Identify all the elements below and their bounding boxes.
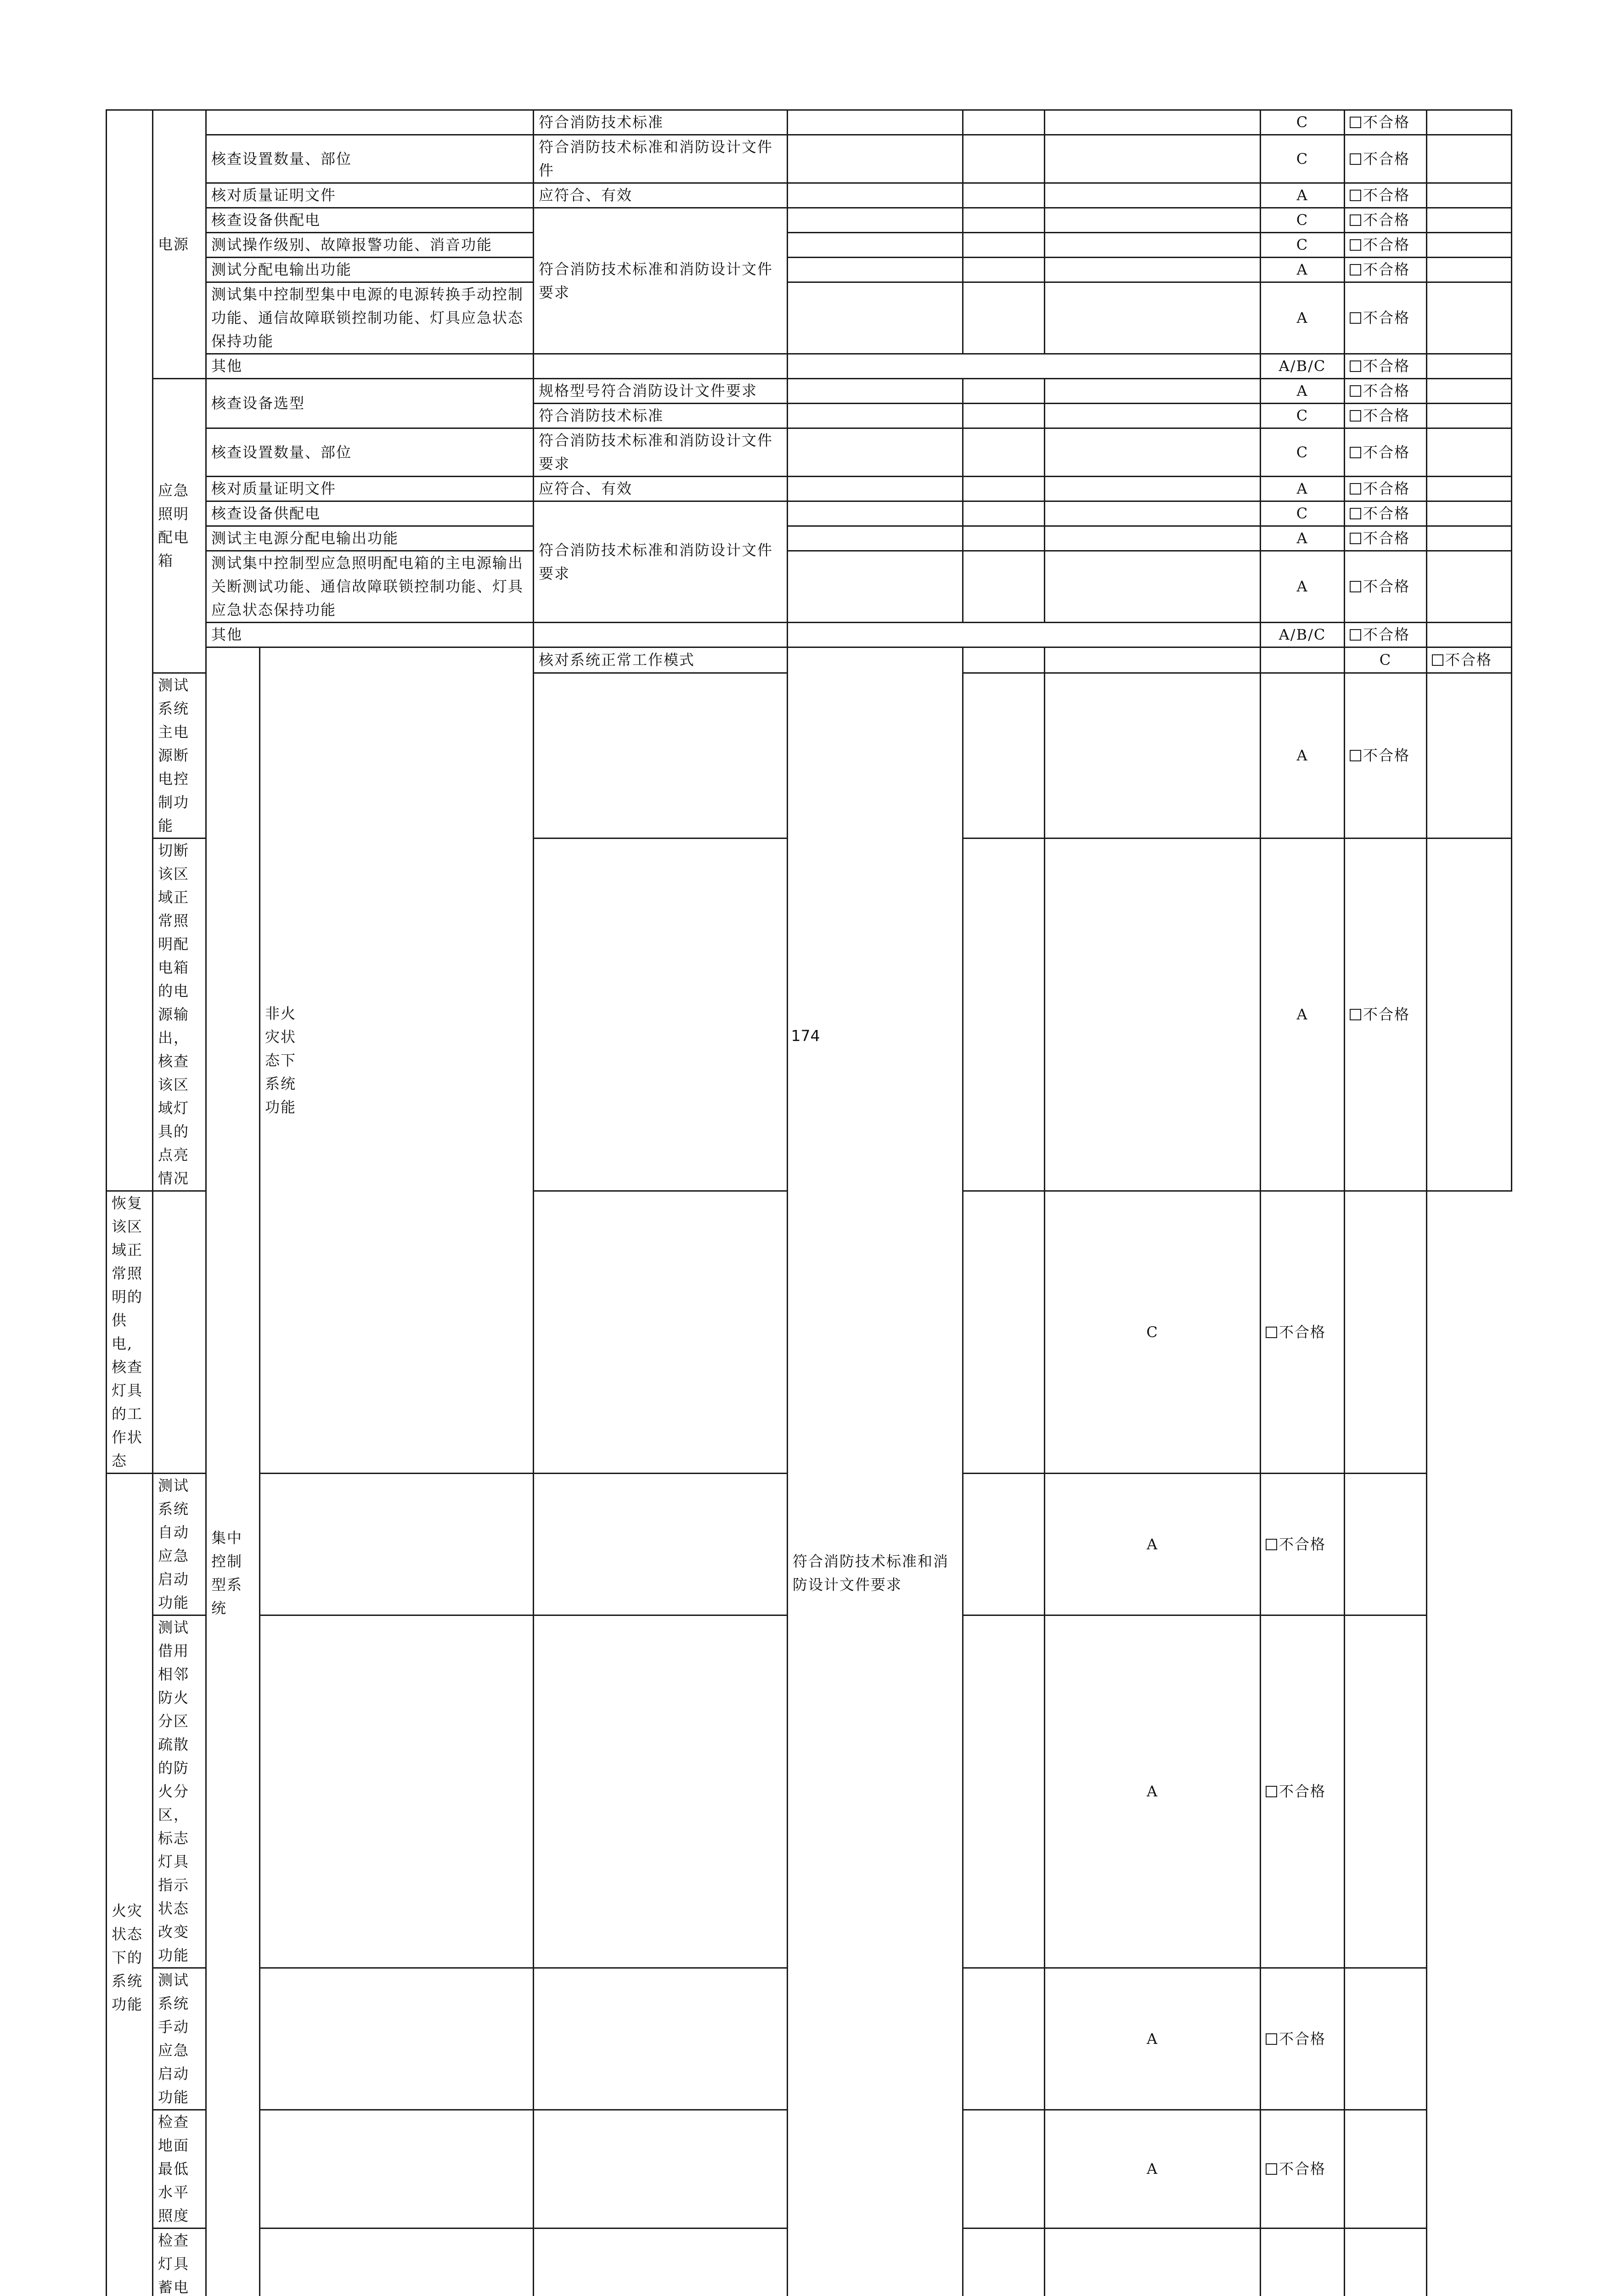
item-cell: 测试操作级别、故障报警功能、消音功能 xyxy=(206,233,534,258)
result-blank xyxy=(534,1191,788,1474)
result-blank xyxy=(260,1968,534,2110)
result-blank xyxy=(260,1474,534,1615)
result-blank xyxy=(963,1191,1045,1474)
item-cell xyxy=(206,110,534,135)
grade-cell: A xyxy=(1261,258,1345,282)
table-row xyxy=(107,551,1512,623)
grade-cell xyxy=(1045,2228,1261,2296)
result-blank xyxy=(788,428,963,477)
fail-checkbox-cell[interactable] xyxy=(1345,208,1427,233)
item-cell: 测试集中控制型集中电源的电源转换手动控制功能、通信故障联锁控制功能、灯具应急状态保持功能 xyxy=(206,282,534,354)
result-blank xyxy=(1045,379,1261,404)
checkbox-icon[interactable] xyxy=(1350,1009,1361,1020)
checkbox-icon[interactable] xyxy=(1350,214,1361,226)
remark-cell xyxy=(1345,2110,1427,2228)
result-blank xyxy=(963,379,1045,404)
checkbox-icon[interactable] xyxy=(1266,2163,1277,2175)
remark-cell xyxy=(1427,838,1512,1191)
fail-label: 不合格 xyxy=(1279,1536,1326,1553)
result-blank xyxy=(963,551,1045,623)
fail-label: 不合格 xyxy=(1363,626,1410,643)
remark-cell xyxy=(1427,354,1512,379)
fail-label: 不合格 xyxy=(1363,113,1410,131)
remark-cell xyxy=(1427,282,1512,354)
remark-cell xyxy=(1427,208,1512,233)
requirement-cell: 应符合、有效 xyxy=(534,183,788,208)
result-blank xyxy=(788,526,963,551)
result-blank xyxy=(963,2228,1045,2296)
remark-cell xyxy=(1427,501,1512,526)
result-blank xyxy=(788,379,963,404)
checkbox-icon[interactable] xyxy=(1350,750,1361,761)
result-blank xyxy=(963,1615,1045,1968)
checkbox-icon[interactable] xyxy=(1350,153,1361,165)
table-row xyxy=(107,647,1512,673)
result-blank xyxy=(963,647,1045,673)
fail-label: 不合格 xyxy=(1363,309,1410,326)
grade-cell: A xyxy=(1261,838,1345,1191)
fail-checkbox-cell[interactable] xyxy=(1345,110,1427,135)
grade-cell: A xyxy=(1045,1615,1261,1968)
fail-checkbox-cell[interactable] xyxy=(1345,258,1427,282)
remark-cell xyxy=(1427,526,1512,551)
fail-label: 不合格 xyxy=(1363,1006,1410,1023)
table-row xyxy=(107,258,1512,282)
grade-cell: A xyxy=(1261,282,1345,354)
checkbox-icon[interactable] xyxy=(1350,447,1361,458)
checkbox-icon[interactable] xyxy=(1350,533,1361,544)
result-blank xyxy=(1045,404,1261,428)
result-blank xyxy=(788,135,963,183)
result-blank xyxy=(1045,477,1261,501)
result-blank xyxy=(963,233,1045,258)
fail-checkbox-cell[interactable] xyxy=(1345,526,1427,551)
grade-cell: C xyxy=(1261,501,1345,526)
checkbox-icon[interactable] xyxy=(1350,264,1361,276)
result-blank xyxy=(534,838,788,1191)
result-blank xyxy=(788,354,1261,379)
grade-cell: A xyxy=(1261,379,1345,404)
remark-cell xyxy=(1427,135,1512,183)
fail-checkbox-cell[interactable] xyxy=(1345,233,1427,258)
grade-cell: A/B/C xyxy=(1261,623,1345,647)
requirement-cell: 规格型号符合消防设计文件要求 xyxy=(534,379,788,404)
fail-label: 不合格 xyxy=(1363,578,1410,595)
checkbox-icon[interactable] xyxy=(1350,312,1361,324)
result-blank xyxy=(788,404,963,428)
result-blank xyxy=(260,2110,534,2228)
grade-cell: C xyxy=(1261,110,1345,135)
fail-label: 不合格 xyxy=(1363,357,1410,375)
fail-checkbox-cell[interactable] xyxy=(1345,551,1427,623)
fail-label: 不合格 xyxy=(1363,505,1410,522)
result-blank xyxy=(963,838,1045,1191)
grade-cell: C xyxy=(1345,647,1427,673)
remark-cell xyxy=(1345,1191,1427,1474)
checkbox-icon[interactable] xyxy=(1266,2033,1277,2045)
item-cell: 检查地面最低水平照度 xyxy=(153,2110,206,2228)
result-blank xyxy=(1045,183,1261,208)
table-row xyxy=(107,110,1512,135)
grade-cell: C xyxy=(1261,135,1345,183)
checkbox-icon[interactable] xyxy=(1266,1327,1277,1338)
item-cell: 核对质量证明文件 xyxy=(206,183,534,208)
fail-label: 不合格 xyxy=(1279,2160,1326,2178)
result-blank xyxy=(1261,647,1345,673)
fail-label: 不合格 xyxy=(1445,651,1492,669)
fail-checkbox-cell[interactable] xyxy=(1345,428,1427,477)
remark-cell xyxy=(1427,379,1512,404)
result-blank xyxy=(1045,647,1261,673)
item-cell: 测试系统手动应急启动功能 xyxy=(153,1968,206,2110)
item-cell: 测试主电源分配电输出功能 xyxy=(206,526,534,551)
table-row xyxy=(107,354,1512,379)
item-cell: 核查设备选型 xyxy=(206,379,534,428)
fail-label: 不合格 xyxy=(1279,1323,1326,1341)
grade-cell: A xyxy=(1261,477,1345,501)
result-blank xyxy=(1045,428,1261,477)
remark-cell xyxy=(1427,673,1512,838)
fail-checkbox-cell[interactable] xyxy=(1345,183,1427,208)
grade-cell: A xyxy=(1261,551,1345,623)
item-cell: 切断该区域正常照明配电箱的电源输出，核查该区域灯具的点亮情况 xyxy=(153,838,206,1191)
result-blank xyxy=(1045,208,1261,233)
table-row xyxy=(107,135,1512,183)
item-cell: 测试借用相邻防火分区疏散的防火分区，标志灯具指示状态改变功能 xyxy=(153,1615,206,1968)
fail-label: 不合格 xyxy=(1363,407,1410,424)
grade-cell: A xyxy=(1045,1968,1261,2110)
checkbox-icon[interactable] xyxy=(1266,1539,1277,1550)
fail-checkbox-cell[interactable] xyxy=(1345,838,1427,1191)
item-cell: 恢复该区域正常照明的供电,核查灯具的工作状态 xyxy=(107,1191,153,1474)
result-blank xyxy=(534,2228,788,2296)
fail-label: 不合格 xyxy=(1363,236,1410,253)
result-blank xyxy=(788,183,963,208)
remark-cell xyxy=(1427,183,1512,208)
fail-checkbox-cell[interactable] xyxy=(1345,501,1427,526)
result-blank xyxy=(963,501,1045,526)
fail-checkbox-cell[interactable] xyxy=(1345,354,1427,379)
requirement-cell: 符合消防技术标准 xyxy=(534,110,788,135)
requirement-cell: 符合消防技术标准 xyxy=(534,404,788,428)
fail-label: 不合格 xyxy=(1363,261,1410,278)
result-blank xyxy=(963,526,1045,551)
result-blank xyxy=(963,1968,1045,2110)
fail-label: 不合格 xyxy=(1279,2030,1326,2048)
requirement-cell xyxy=(534,354,788,379)
table-row xyxy=(107,379,1512,404)
fail-checkbox-cell[interactable] xyxy=(1345,623,1427,647)
result-blank xyxy=(1045,526,1261,551)
result-blank xyxy=(1045,501,1261,526)
result-blank xyxy=(534,673,788,838)
item-cell: 核对系统正常工作模式 xyxy=(534,647,788,673)
remark-cell xyxy=(1427,258,1512,282)
fail-label: 不合格 xyxy=(1363,747,1410,764)
checkbox-icon[interactable] xyxy=(1266,1786,1277,1797)
requirement-cell: 应符合、有效 xyxy=(534,477,788,501)
requirement-cell: 符合消防技术标准和消防设计文件要求 xyxy=(534,428,788,477)
result-blank xyxy=(788,233,963,258)
item-cell: 核查设备供配电 xyxy=(206,501,534,526)
result-blank xyxy=(1045,673,1261,838)
grade-cell: A xyxy=(1045,1474,1261,1615)
grade-cell: C xyxy=(1261,208,1345,233)
result-blank xyxy=(534,1615,788,1968)
remark-cell xyxy=(1427,428,1512,477)
table-row xyxy=(107,477,1512,501)
fail-label: 不合格 xyxy=(1363,186,1410,204)
remark-cell xyxy=(1427,551,1512,623)
item-cell: 测试系统自动应急启动功能 xyxy=(153,1474,206,1615)
result-blank xyxy=(1045,135,1261,183)
remark-cell xyxy=(1345,1968,1427,2110)
fail-label: 不合格 xyxy=(1363,150,1410,168)
result-blank xyxy=(963,404,1045,428)
fail-label: 不合格 xyxy=(1363,529,1410,547)
requirement-cell: 符合消防技术标准和消防设计文件要求 xyxy=(534,208,788,354)
table-row xyxy=(107,623,1512,647)
table-row xyxy=(107,183,1512,208)
table-row xyxy=(107,208,1512,233)
result-blank xyxy=(788,110,963,135)
result-blank xyxy=(1045,110,1261,135)
grade-cell: A xyxy=(1261,673,1345,838)
grade-cell: A/B/C xyxy=(1261,354,1345,379)
result-blank xyxy=(963,1474,1045,1615)
result-blank xyxy=(1045,282,1261,354)
result-blank xyxy=(788,623,1261,647)
grade-cell: C xyxy=(1045,1191,1261,1474)
fail-checkbox-cell[interactable] xyxy=(1427,647,1512,673)
item-cell: 测试集中控制型应急照明配电箱的主电源输出关断测试功能、通信故障联锁控制功能、灯具应急状态保持功能 xyxy=(206,551,534,623)
checkbox-icon[interactable] xyxy=(1350,239,1361,251)
result-blank xyxy=(534,2110,788,2228)
grade-cell: A xyxy=(1045,2110,1261,2228)
table-row xyxy=(107,526,1512,551)
grade-cell: C xyxy=(1261,404,1345,428)
checkbox-icon[interactable] xyxy=(1350,581,1361,592)
fail-checkbox-cell[interactable] xyxy=(1261,1968,1345,2110)
remark-cell xyxy=(1427,623,1512,647)
group-label: 应急 照明 配电 箱 xyxy=(153,379,206,673)
result-blank xyxy=(788,208,963,233)
result-blank xyxy=(788,477,963,501)
grade-cell: A xyxy=(1261,183,1345,208)
grade-cell: C xyxy=(1261,233,1345,258)
checkbox-icon[interactable] xyxy=(1350,360,1361,372)
subgroup-label: 非火 灾状 态下 系统 功能 xyxy=(260,647,534,1474)
result-blank xyxy=(534,1968,788,2110)
item-cell: 测试系统主电源断电控制功能 xyxy=(153,673,206,838)
result-blank xyxy=(963,110,1045,135)
remark-cell xyxy=(1345,1474,1427,1615)
result-blank xyxy=(788,501,963,526)
result-blank xyxy=(260,1615,534,1968)
checkbox-icon[interactable] xyxy=(1432,654,1443,666)
page-number: 174 xyxy=(0,1027,1611,1045)
requirement-cell: 符合消防技术标准和消防设计文件 件 xyxy=(534,135,788,183)
checkbox-icon[interactable] xyxy=(1350,385,1361,397)
item-cell: 其他 xyxy=(206,623,534,647)
result-blank xyxy=(963,477,1045,501)
checkbox-icon[interactable] xyxy=(1350,410,1361,422)
item-cell: 核查设备供配电 xyxy=(206,208,534,233)
table-row xyxy=(107,428,1512,477)
remark-cell xyxy=(1345,2228,1427,2296)
item-cell: 其他 xyxy=(206,354,534,379)
table-row xyxy=(107,501,1512,526)
requirement-cell: 符合消防技术标准和消防设计文件要求 xyxy=(534,501,788,623)
requirement-cell xyxy=(534,623,788,647)
item-cell: 检查灯具蓄电 xyxy=(153,2228,206,2296)
table-row xyxy=(107,282,1512,354)
fail-checkbox-cell[interactable] xyxy=(1345,477,1427,501)
fail-checkbox-cell[interactable] xyxy=(1345,379,1427,404)
result-blank xyxy=(963,673,1045,838)
remark-cell xyxy=(1427,404,1512,428)
result-blank xyxy=(963,2110,1045,2228)
remark-cell xyxy=(1427,477,1512,501)
result-blank xyxy=(788,282,963,354)
fail-label: 不合格 xyxy=(1363,444,1410,461)
group-label: 集中 控制 型系 统 xyxy=(206,647,260,2296)
grade-cell: C xyxy=(1261,428,1345,477)
result-blank xyxy=(963,282,1045,354)
fail-checkbox-cell[interactable] xyxy=(1261,2228,1345,2296)
checkbox-icon[interactable] xyxy=(1350,483,1361,495)
grade-cell: A xyxy=(1261,526,1345,551)
result-blank xyxy=(963,258,1045,282)
result-blank xyxy=(260,2228,534,2296)
result-blank xyxy=(1045,838,1261,1191)
inspection-table xyxy=(106,109,1512,2296)
checkbox-icon[interactable] xyxy=(1350,629,1361,641)
result-blank xyxy=(153,1191,206,1474)
checkbox-icon[interactable] xyxy=(1350,190,1361,201)
table-row xyxy=(107,233,1512,258)
remark-cell xyxy=(1427,233,1512,258)
requirement-cell: 符合消防技术标准和消防设计文件要求 xyxy=(788,647,963,2296)
fail-checkbox-cell[interactable] xyxy=(1345,673,1427,838)
fail-checkbox-cell[interactable] xyxy=(1261,1615,1345,1968)
result-blank xyxy=(963,208,1045,233)
result-blank xyxy=(788,258,963,282)
fail-checkbox-cell[interactable] xyxy=(1261,2110,1345,2228)
fail-checkbox-cell[interactable] xyxy=(1261,1191,1345,1474)
group-label: 电源 xyxy=(153,110,206,379)
result-blank xyxy=(1045,233,1261,258)
subgroup-label: 火灾 状态 下的 系统 功能 xyxy=(107,1474,153,2296)
checkbox-icon[interactable] xyxy=(1350,508,1361,519)
remark-cell xyxy=(1345,1615,1427,1968)
fail-checkbox-cell[interactable] xyxy=(1345,282,1427,354)
fail-checkbox-cell[interactable] xyxy=(1261,1474,1345,1615)
result-blank xyxy=(963,135,1045,183)
fail-label: 不合格 xyxy=(1363,382,1410,400)
document-page xyxy=(0,0,1611,1139)
fail-label: 不合格 xyxy=(1279,1783,1326,1800)
result-blank xyxy=(963,183,1045,208)
item-cell: 核查设置数量、部位 xyxy=(206,135,534,183)
fail-label: 不合格 xyxy=(1363,480,1410,497)
item-cell: 核查设置数量、部位 xyxy=(206,428,534,477)
requirement-text: 符合消防技术标准和消防设计文件 xyxy=(539,138,773,156)
checkbox-icon[interactable] xyxy=(1350,117,1361,128)
result-blank xyxy=(1045,258,1261,282)
result-blank xyxy=(1045,551,1261,623)
result-blank xyxy=(963,428,1045,477)
result-blank xyxy=(788,551,963,623)
fail-label: 不合格 xyxy=(1363,211,1410,229)
result-blank xyxy=(534,1474,788,1615)
item-cell: 测试分配电输出功能 xyxy=(206,258,534,282)
remark-cell xyxy=(1427,110,1512,135)
fail-checkbox-cell[interactable] xyxy=(1345,135,1427,183)
item-cell: 核对质量证明文件 xyxy=(206,477,534,501)
fail-checkbox-cell[interactable] xyxy=(1345,404,1427,428)
